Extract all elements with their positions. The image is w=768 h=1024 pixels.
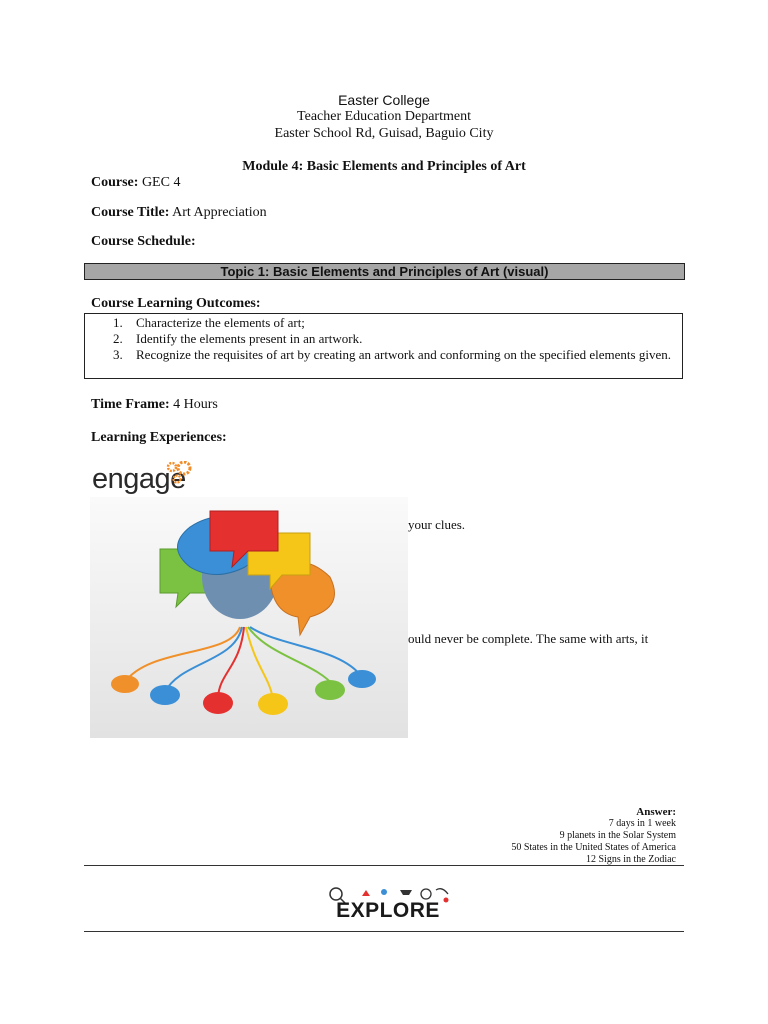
course-value: GEC 4 [141,175,181,190]
school-address: Easter School Rd, Guisad, Baguio City [274,126,494,141]
time-frame-value: 4 Hours [173,397,218,412]
school-name: Easter College [338,92,430,108]
outcome-number: 2. [113,331,123,346]
answer-line: 9 planets in the Solar System [559,830,676,841]
learning-experiences-heading: Learning Experiences: [91,430,227,445]
outcome-text: Characterize the elements of art; [136,315,305,330]
engage-paragraph-text: ould never be complete. The same with arts, it [408,631,649,646]
answer-line: 50 States in the United States of America [511,842,676,853]
course-title-label: Course Title: [91,205,170,220]
time-frame-label: Time Frame: [91,397,170,412]
explore-logo [322,884,456,926]
explore-logo-text: EXPLORE [336,899,440,922]
answer-line: 7 days in 1 week [608,818,676,829]
department-name: Teacher Education Department [297,109,471,124]
answer-title: Answer: [636,806,676,818]
outcome-text: Recognize the requisites of art by creating an artwork and conforming on the specified elements given. [136,347,671,362]
divider-line [84,931,684,932]
time-frame-field [91,397,218,413]
topic-bar: Topic 1: Basic Elements and Principles of Art (visual) [84,263,685,280]
course-title-field [91,205,267,221]
course-schedule-field [91,234,196,250]
course-title-value: Art Appreciation [172,205,267,220]
module-title: Module 4: Basic Elements and Principles of Art [242,159,526,174]
divider-line [84,865,684,866]
answer-line: 12 Signs in the Zodiac [586,854,676,865]
engage-clues-text: your clues. [408,517,466,532]
outcome-number: 1. [113,315,123,330]
outcomes-heading: Course Learning Outcomes: [91,296,261,311]
course-schedule-label: Course Schedule: [91,234,196,249]
answer-block [511,806,676,866]
engage-logo [92,463,202,499]
outcomes-box [84,313,683,379]
speech-bubbles-illustration [90,497,408,738]
engage-logo-text: engage [92,463,186,495]
gear-icon [164,461,198,489]
course-field [91,175,180,191]
outcome-text: Identify the elements present in an artwork. [136,331,363,346]
course-label: Course: [91,175,139,190]
outcome-number: 3. [113,347,123,362]
chat-bubbles-image [90,497,408,738]
